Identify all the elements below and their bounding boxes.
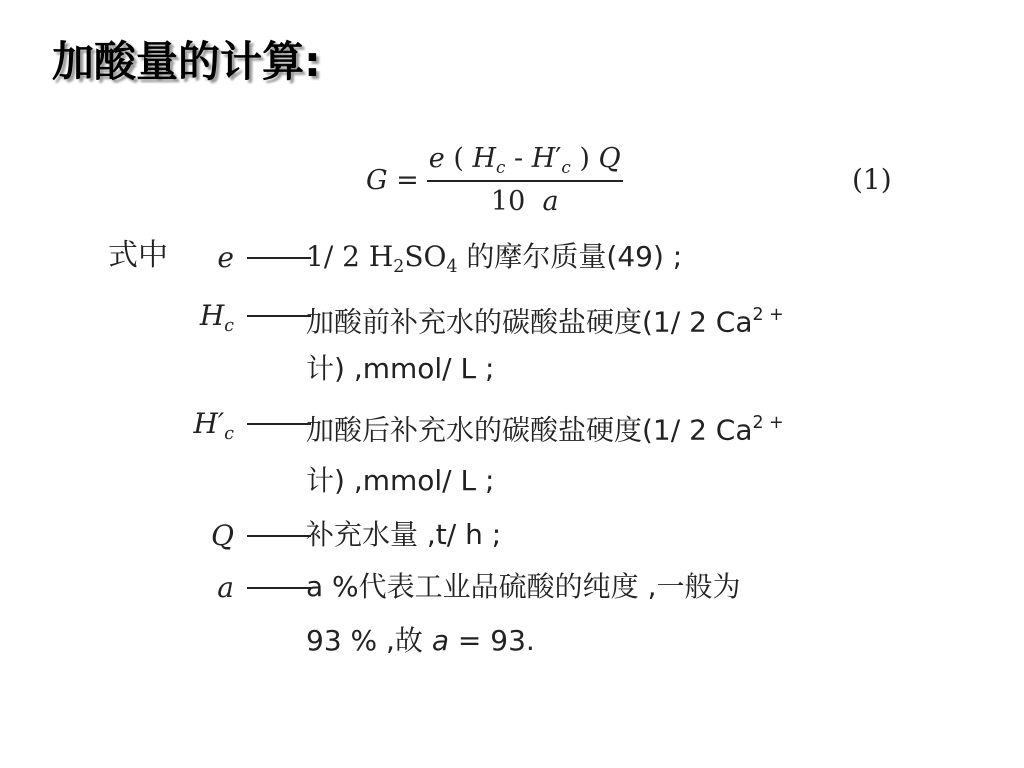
numerator-e: e (428, 143, 445, 175)
hc-symbol-main: H (199, 299, 225, 332)
numerator-Q: Q (598, 143, 621, 175)
definition-hc-prime (0, 398, 1024, 448)
a-cont-a: a (431, 624, 450, 657)
definition-hc-prime-continuation: 计) ,mmol/ L ; (306, 464, 495, 497)
numerator-close-paren: ) (579, 143, 590, 175)
a-cont-post: = 93. (449, 624, 535, 657)
symbol-hc (200, 296, 234, 346)
e-desc-sub-2: 4 (446, 257, 458, 278)
numerator-c-sub-2: c (561, 156, 571, 177)
numerator-c-sub: c (496, 156, 506, 177)
hc-prime-desc-sup: 2 + (752, 413, 784, 433)
hc-prime-desc: 加酸后补充水的碳酸盐硬度(1/ 2 Ca (306, 413, 753, 447)
symbol-q: Q (211, 519, 234, 552)
equation-number: (1) (852, 163, 892, 196)
hc-prime-symbol-sub: c (224, 424, 234, 445)
e-desc-mid: SO (404, 240, 447, 273)
numerator-H: H (472, 143, 497, 175)
definition-hc (0, 290, 1024, 340)
numerator-H-prime: H (531, 143, 556, 175)
hc-symbol-sub: c (224, 316, 234, 337)
definition-dash (247, 535, 311, 537)
e-desc-pre: 1/ 2 H (306, 240, 394, 273)
numerator-minus: - (514, 143, 532, 175)
where-label: 式中 (108, 238, 168, 273)
formula-lhs: G = (366, 164, 419, 196)
definition-e-text (306, 234, 682, 290)
definition-a (0, 562, 1024, 612)
definition-q-text: 补充水量 ,t/ h ; (306, 518, 502, 551)
symbol-hc-prime (193, 404, 234, 454)
definition-a-continuation (306, 618, 535, 664)
numerator-prime: ′ (555, 143, 562, 175)
definition-hc-prime-text (306, 400, 784, 453)
e-desc-sub-1: 2 (393, 257, 405, 278)
hc-prime-symbol-prime: ′ (217, 407, 225, 440)
hc-prime-symbol-main: H (193, 407, 218, 440)
denominator-10: 10 (490, 185, 526, 217)
definition-dash (247, 315, 311, 317)
definition-dash (247, 587, 311, 589)
definition-dash (247, 423, 311, 425)
hc-desc-sup: 2 + (752, 305, 784, 325)
numerator-open-paren: ( (453, 143, 464, 175)
definition-hc-continuation: 计) ,mmol/ L ; (306, 352, 495, 385)
slide-title: 加酸量的计算: (52, 37, 321, 86)
definition-q (0, 510, 1024, 560)
definition-dash (247, 257, 311, 259)
symbol-a: a (217, 571, 234, 604)
definition-hc-text (306, 292, 784, 345)
hc-desc: 加酸前补充水的碳酸盐硬度(1/ 2 Ca (306, 305, 753, 339)
e-desc-post: 的摩尔质量(49) ; (457, 240, 683, 273)
symbol-e: e (217, 241, 234, 274)
definition-e (0, 232, 1024, 282)
denominator-a: a (542, 185, 559, 217)
definition-a-text: a %代表工业品硫酸的纯度 ,一般为 (306, 570, 741, 603)
a-cont-pre: 93 % ,故 (306, 624, 432, 657)
